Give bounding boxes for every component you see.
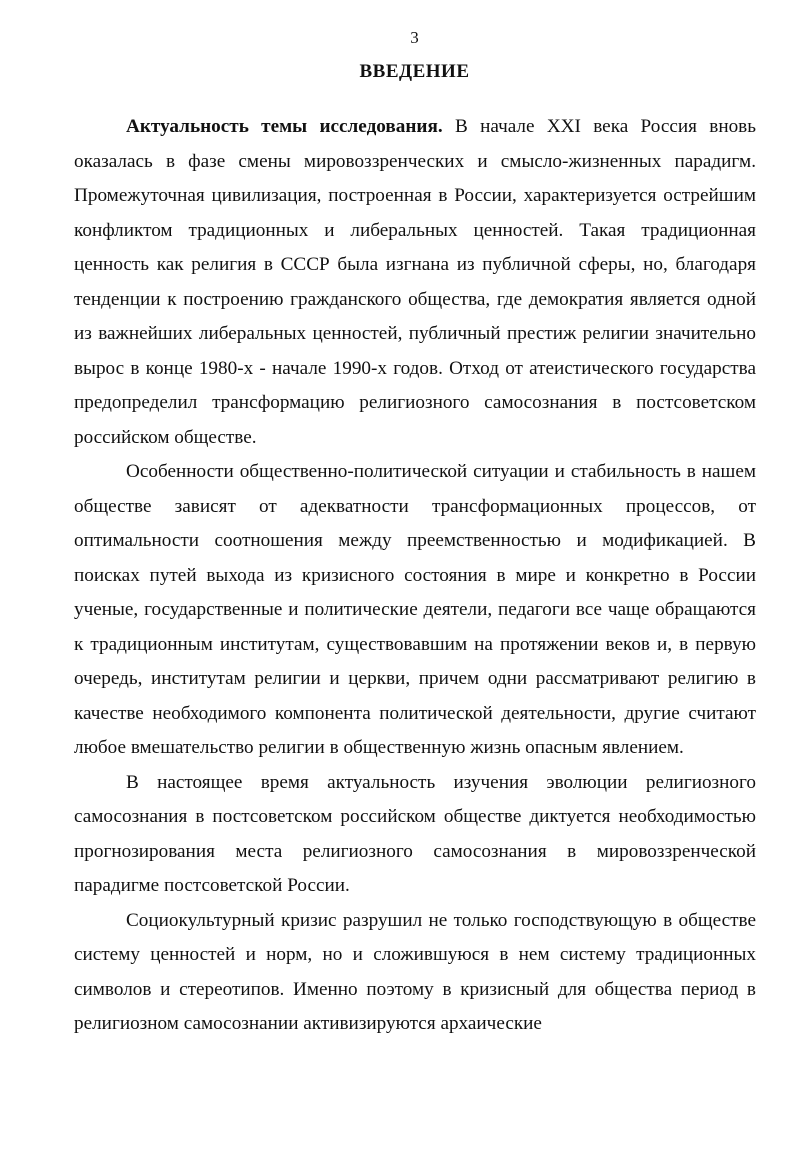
- section-heading: ВВЕДЕНИЕ: [359, 61, 470, 82]
- paragraph-text: В начале XXI века Россия вновь оказалась в фазе смены мировоззренческих и смысло-жизненных парадигм. Промежуточная цивилизация, построенная в России, характеризуется острейшим конфликтом традиционных и либеральных ценностей. Такая традиционная ценность как религия в СССР была изгнана из публичной сферы, но, благодаря тенденции к построению гражданского общества, где демократия является одной из важнейших либеральных ценностей, публичный престиж религии значительно вырос в конце 1980-х - начале 1990-х годов. Отход от атеистического государства предопределил трансформацию религиозного самосознания в постсоветском российском обществе.: [74, 116, 756, 448]
- paragraph-current-relevance: В настоящее время актуальность изучения эволюции религиозного самосознания в постсоветском российском обществе диктуется необходимостью прогнозирования места религиозного самосознания в мировоззренческой парадигме постсоветской России.: [74, 771, 756, 896]
- paragraph-sociocultural-crisis: Социокультурный кризис разрушил не только господствующую в обществе систему ценностей и норм, но и сложившуюся в нем систему традиционных символов и стереотипов. Именно поэтому в кризисный для общества период в религиозном самосознании активизируются архаические: [74, 909, 756, 1034]
- paragraph-relevance: [74, 110, 756, 455]
- page-number: 3: [410, 28, 419, 47]
- body-text: [74, 110, 756, 1042]
- paragraph-socio-political: Особенности общественно-политической ситуации и стабильность в нашем обществе зависят от адекватности трансформационных процессов, от оптимальности соотношения между преемственностью и модификацией. В поисках путей выхода из кризисного состояния в мире и конкретно в России ученые, государственные и политические деятели, педагоги все чаще обращаются к традиционным институтам, существовавшим на протяжении веков и, в первую очередь, институтам религии и церкви, причем одни рассматривают религию в качестве необходимого компонента политической деятельности, другие считают любое вмешательство религии в общественную жизнь опасным явлением.: [74, 461, 756, 758]
- paragraph-lead: Актуальность темы исследования.: [126, 116, 443, 137]
